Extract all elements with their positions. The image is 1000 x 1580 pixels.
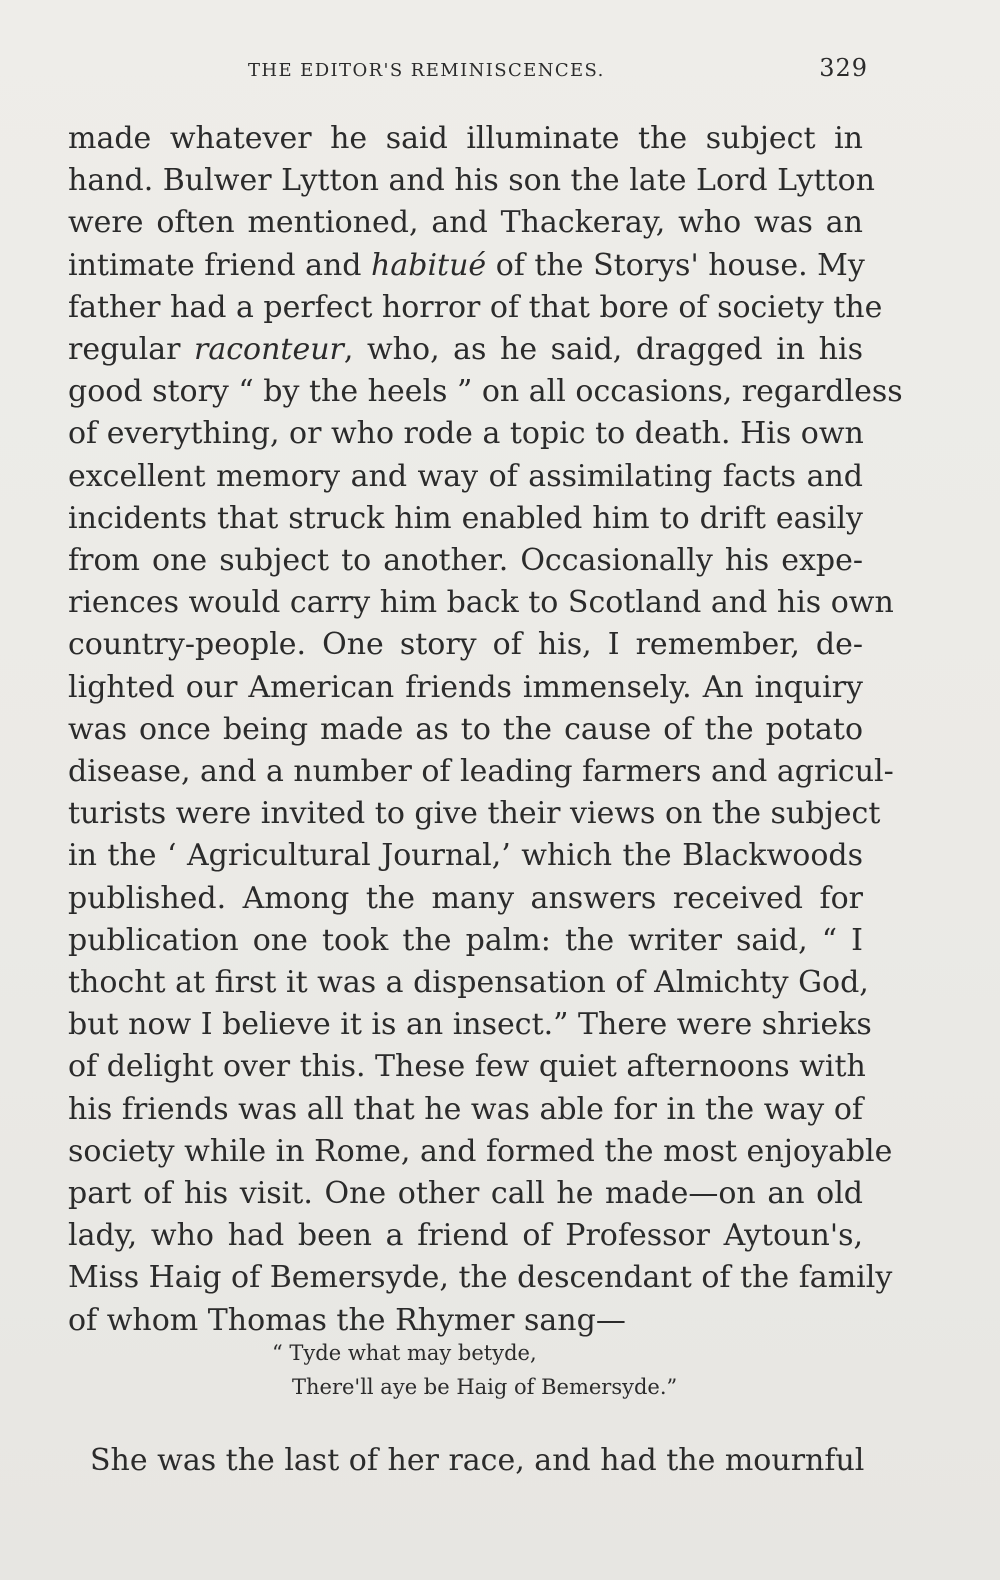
text-line: She was the last of her race, and had the mournful	[90, 1443, 865, 1478]
text-line: turists were invited to give their views on the subject	[68, 796, 881, 832]
text-line: of delight over this. These few quiet afternoons with	[68, 1049, 866, 1085]
text-line: of everything, or who rode a topic to death. His own	[68, 416, 864, 452]
page-number: 329	[819, 54, 868, 82]
text-line: from one subject to another. Occasionally his expe-	[68, 543, 863, 579]
text-line: thocht at first it was a dispensation of Almichty God,	[68, 965, 869, 1001]
text-line: but now I believe it is an insect.” There were shrieks	[68, 1007, 872, 1043]
verse-line: “ Tyde what may betyde,	[272, 1341, 537, 1365]
text-line: riences would carry him back to Scotland and his own	[68, 585, 894, 621]
text-line: his friends was all that he was able for in the way of	[68, 1091, 863, 1127]
text-line: good story “ by the heels ” on all occasions, regardless	[68, 374, 903, 410]
running-title: THE EDITOR'S REMINISCENCES.	[248, 60, 605, 81]
text-line: society while in Rome, and formed the most enjoyable	[68, 1133, 893, 1169]
verse-line: There'll aye be Haig of Bemersyde.”	[292, 1375, 678, 1399]
continuation-text	[90, 1440, 890, 1482]
text-line: Miss Haig of Bemersyde, the descendant of the family	[68, 1260, 893, 1296]
text-line: were often mentioned, and Thackeray, who was an	[68, 205, 863, 241]
text-line: was once being made as to the cause of the potato	[68, 711, 863, 747]
text-line: lady, who had been a friend of Professor Aytoun's,	[68, 1218, 863, 1254]
text-line: of whom Thomas the Rhymer sang—	[68, 1302, 626, 1338]
text-line: incidents that struck him enabled him to drift easily	[68, 500, 863, 536]
text-line: publication one took the palm: the writer said, “ I	[68, 922, 863, 958]
text-line: made whatever he said illuminate the subject in	[68, 121, 863, 156]
running-head	[68, 56, 868, 86]
verse-quotation	[272, 1336, 752, 1404]
text-line: published. Among the many answers received for	[68, 880, 863, 916]
text-line: excellent memory and way of assimilating facts and	[68, 458, 863, 494]
text-line: father had a perfect horror of that bore of society the	[68, 289, 883, 325]
text-line: country-people. One story of his, I remember, de-	[68, 627, 863, 663]
text-line: lighted our American friends immensely. An inquiry	[68, 669, 863, 705]
text-line: part of his visit. One other call he made—on an old	[68, 1176, 863, 1212]
text-line: disease, and a number of leading farmers and agricul-	[68, 754, 894, 790]
text-line: hand. Bulwer Lytton and his son the late Lord Lytton	[68, 163, 875, 199]
text-line: regular raconteur, who, as he said, dragged in his	[68, 332, 863, 368]
text-line: in the ‘ Agricultural Journal,’ which the Blackwoods	[68, 838, 863, 874]
body-text	[68, 118, 903, 1342]
text-line: intimate friend and habitué of the Storys' house. My	[68, 247, 865, 283]
